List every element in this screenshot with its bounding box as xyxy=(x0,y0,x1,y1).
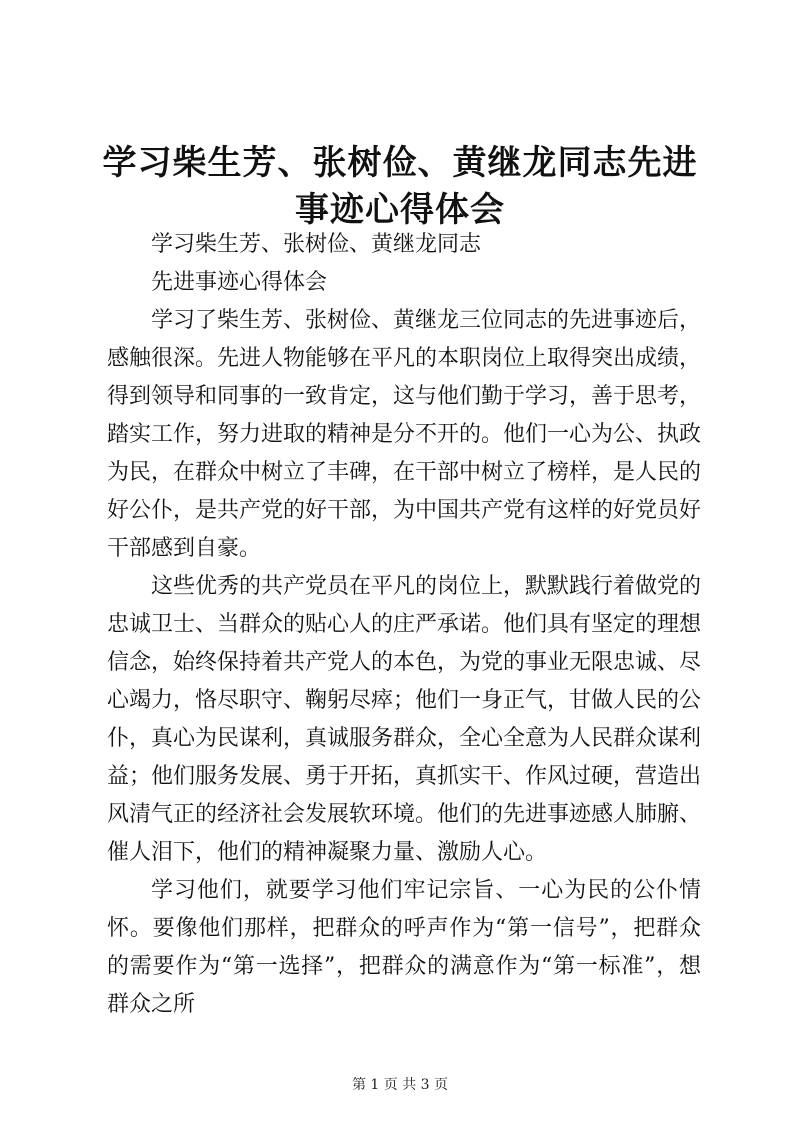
paragraph-1: 学习了柴生芳、张树俭、黄继龙三位同志的先进事迹后，感触很深。先进人物能够在平凡的本职岗位上取得突出成绩，得到领导和同事的一致肯定，这与他们勤于学习，善于思考，踏实工作，努力进取的精神是分不开的。他们一心为公、执政为民，在群众中树立了丰碑，在干部中树立了榜样，是人民的好公仆，是共产党的好干部，为中国共产党有这样的好党员好干部感到自豪。 xyxy=(107,308,702,561)
paragraph-3: 学习他们，就要学习他们牢记宗旨、一心为民的公仆情怀。要像他们那样，把群众的呼声作为“第一信号”，把群众的需要作为“第一选择”，把群众的满意作为“第一标准”，想群众之所 xyxy=(107,878,701,1017)
paragraph-subtitle-2: 先进事迹心得体会 xyxy=(151,270,328,295)
document-title: 学习柴生芳、张树俭、黄继龙同志先进事迹心得体会 xyxy=(102,143,698,230)
page-footer: 第 1 页 共 3 页 xyxy=(351,1077,449,1093)
document-body xyxy=(107,226,701,1024)
paragraph-2: 这些优秀的共产党员在平凡的岗位上，默默践行着做党的忠诚卫士、当群众的贴心人的庄严承诺。他们具有坚定的理想信念，始终保持着共产党人的本色，为党的事业无限忠诚、尽心竭力，恪尽职守、鞠躬尽瘁；他们一身正气，甘做人民的公仆，真心为民谋利，真诚服务群众，全心全意为人民群众谋利益；他们服务发展、勇于开拓，真抓实干、作风过硬，营造出风清气正的经济社会发展软环境。他们的先进事迹感人肺腑、催人泪下，他们的精神凝聚力量、激励人心。 xyxy=(107,574,702,865)
paragraph-subtitle-1: 学习柴生芳、张树俭、黄继龙同志 xyxy=(151,232,482,257)
